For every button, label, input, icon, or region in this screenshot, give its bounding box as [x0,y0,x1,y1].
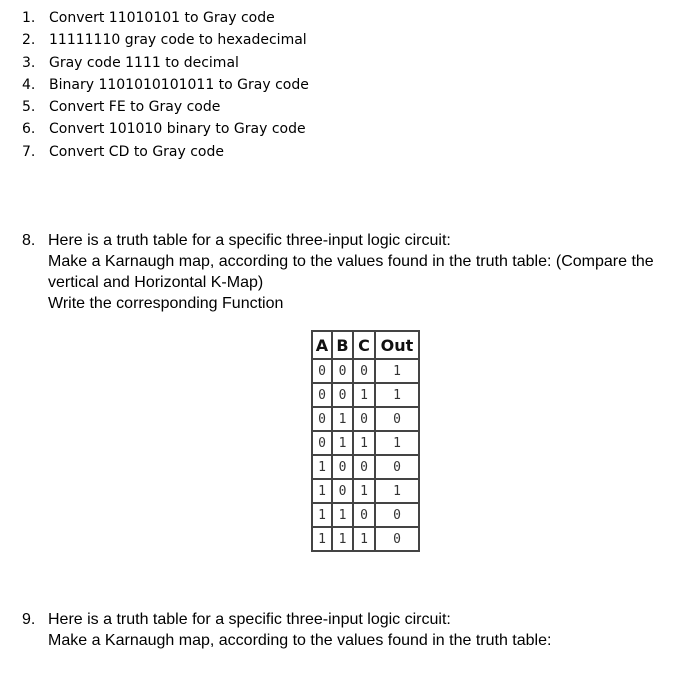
cell-a: 1 [312,527,332,551]
cell-b: 0 [332,455,353,479]
cell-c: 1 [353,431,375,455]
cell-a: 0 [312,359,332,383]
cell-b: 1 [332,431,353,455]
cell-out: 0 [375,527,419,551]
table-row [312,431,419,455]
question-8-line-4: Write the corresponding Function [48,295,284,312]
list-item: 5. Convert FE to Gray code [22,99,221,116]
question-text: 11111110 gray code to hexadecimal [49,32,307,49]
cell-a: 1 [312,455,332,479]
table-row [312,455,419,479]
table-row [312,479,419,503]
cell-c: 0 [353,455,375,479]
cell-out: 1 [375,359,419,383]
cell-a: 1 [312,503,332,527]
question-9-line-2: Make a Karnaugh map, according to the values found in the truth table: [48,632,552,649]
cell-out: 1 [375,383,419,407]
list-item: 1. Convert 11010101 to Gray code [22,10,275,26]
cell-b: 0 [332,383,353,407]
table-row [312,503,419,527]
question-8-line-3: vertical and Horizontal K-Map) [48,274,264,291]
question-list [22,7,309,163]
list-item: 7. Convert CD to Gray code [22,143,224,160]
table-row [312,527,419,551]
cell-out: 0 [375,455,419,479]
table-header-row [312,331,419,359]
cell-b: 0 [332,359,353,383]
header-out: Out [375,331,419,359]
question-9-number: 9. [22,611,36,628]
cell-c: 1 [353,479,375,503]
question-8-number: 8. [22,232,36,249]
cell-c: 0 [353,503,375,527]
list-item: 6. Convert 101010 binary to Gray code [22,121,306,138]
table-row [312,383,419,407]
question-8-line-2: Make a Karnaugh map, according to the values found in the truth table: (Compare the [48,253,654,270]
cell-c: 0 [353,359,375,383]
cell-b: 1 [332,527,353,551]
cell-c: 0 [353,407,375,431]
question-text: Convert 101010 binary to Gray code [49,121,306,138]
cell-out: 1 [375,431,419,455]
question-text: Convert 11010101 to Gray code [49,10,275,26]
header-b: B [332,331,353,359]
cell-out: 0 [375,407,419,431]
header-a: A [312,331,332,359]
question-text: Convert FE to Gray code [49,99,221,116]
question-8-body [48,230,688,314]
cell-c: 1 [353,383,375,407]
question-9 [22,609,688,651]
question-text: Gray code 1111 to decimal [49,54,239,71]
question-8-line-1: Here is a truth table for a specific three-input logic circuit: [48,232,451,249]
question-text: Convert CD to Gray code [49,143,224,160]
cell-a: 0 [312,383,332,407]
cell-b: 1 [332,407,353,431]
question-9-body [48,609,688,651]
header-c: C [353,331,375,359]
list-item: 2. 11111110 gray code to hexadecimal [22,32,307,49]
cell-b: 0 [332,479,353,503]
cell-a: 0 [312,407,332,431]
question-text: Binary 1101010101011 to Gray code [49,76,309,93]
cell-a: 0 [312,431,332,455]
list-item: 4. Binary 1101010101011 to Gray code [22,76,309,93]
cell-a: 1 [312,479,332,503]
table-row [312,359,419,383]
question-8 [22,230,688,314]
cell-out: 0 [375,503,419,527]
cell-b: 1 [332,503,353,527]
list-item: 3. Gray code 1111 to decimal [22,54,239,71]
cell-out: 1 [375,479,419,503]
question-9-line-1: Here is a truth table for a specific three-input logic circuit: [48,611,451,628]
table-row [312,407,419,431]
cell-c: 1 [353,527,375,551]
truth-table [311,330,420,552]
